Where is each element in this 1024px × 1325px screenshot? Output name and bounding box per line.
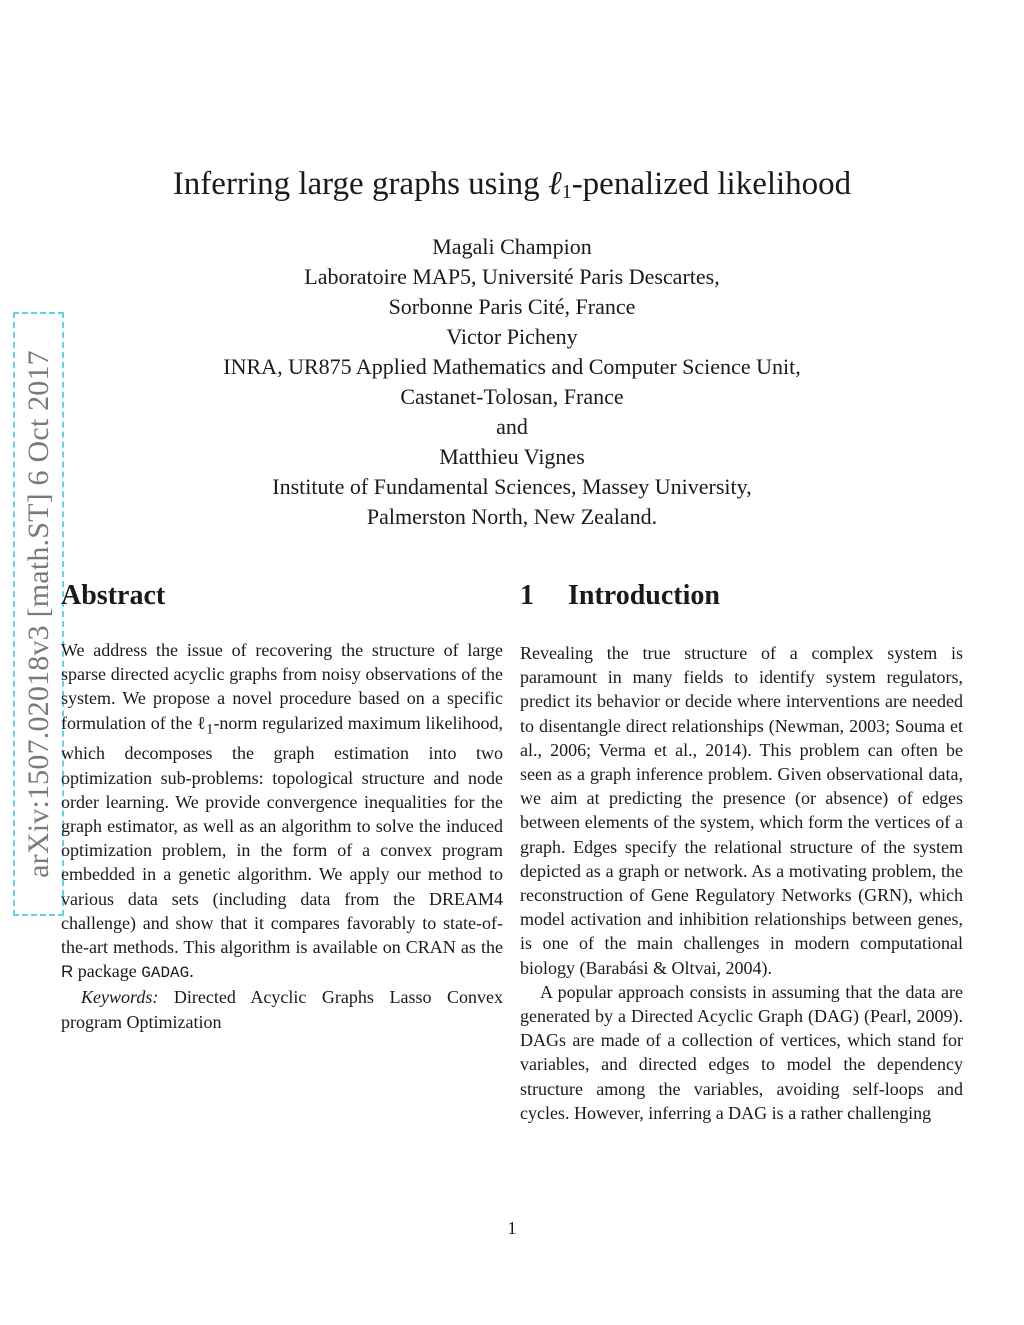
author-affiliation: Palmerston North, New Zealand. (366, 504, 658, 529)
introduction-paragraph-2: A popular approach consists in assuming that the data are generated by a Directed Acyclic Graph (DAG) (Pearl, 2009). DAGs are made of a collection of vertices, which stand for variables, and directed edges to model the dependency structure among the variables, avoiding self-loops and cycles. However, inferring a DAG is a rather challenging (520, 981, 963, 1123)
abstract-text-part2: -norm regularized maximum likelihood, which decomposes the graph estimation into two optimization sub-problems: topological structure and node order learning. We provide convergence inequalities for the graph estimator, as well as an algorithm to solve the induced optimization problem, in the form of a convex program embedded in a genetic algorithm. We apply our method to various data sets (including data from the DREAM4 challenge) and show that it compares favorably to state-of-the-art methods. This algorithm is available on CRAN as the (61, 712, 503, 958)
title-ell-subscript: 1 (561, 181, 572, 203)
package-name-gadag: GADAG (141, 964, 190, 983)
keywords-list: Directed Acyclic Graphs Lasso Convex program Optimization (61, 987, 503, 1032)
arxiv-identifier-text: arXiv:1507.02018v3 [math.ST] 6 Oct 2017 (21, 350, 55, 878)
title-ell-symbol: ℓ (547, 166, 562, 202)
abstract-text-part3: package (73, 961, 142, 982)
abstract-section (61, 578, 503, 1034)
keywords (61, 985, 503, 1033)
section-title: Introduction (568, 580, 720, 611)
author-affiliation: Sorbonne Paris Cité, France (388, 294, 636, 319)
author-name: Victor Picheny (446, 324, 578, 349)
title-text-before: Inferring large graphs using (172, 166, 548, 202)
author-affiliation: Castanet-Tolosan, France (400, 384, 624, 409)
abstract-text-end: . (189, 961, 194, 982)
author-affiliation: Laboratoire MAP5, Université Paris Descartes, (304, 264, 720, 289)
abstract-heading: Abstract (61, 580, 166, 611)
introduction-heading (520, 578, 963, 614)
author-block (0, 232, 1024, 532)
author-affiliation: INRA, UR875 Applied Mathematics and Computer Science Unit, (223, 354, 801, 379)
software-name-r: R (61, 962, 74, 982)
page-number: 1 (507, 1218, 517, 1238)
abstract-ell-subscript: 1 (205, 721, 214, 738)
author-conjunction: and (496, 414, 528, 439)
arxiv-identifier-stamp[interactable] (13, 312, 64, 916)
section-number: 1 (520, 580, 534, 611)
author-affiliation: Institute of Fundamental Sciences, Massey University, (272, 474, 752, 499)
keywords-label: Keywords: (81, 987, 159, 1008)
introduction-section (520, 578, 963, 1125)
author-name: Matthieu Vignes (439, 444, 585, 469)
abstract-text-part1: We address the issue of recovering the structure of large sparse directed acyclic graphs from noisy observations of the system. We propose a novel procedure based on a specific formulation of the ℓ (61, 640, 503, 733)
author-name: Magali Champion (432, 234, 592, 259)
title-text-after: -penalized likelihood (571, 166, 852, 202)
abstract-text (61, 638, 503, 985)
introduction-paragraph-1: Revealing the true structure of a complex system is paramount in many fields to identify system regulators, predict its behavior or decide where interventions are needed to disentangle direct relationships (Newman, 2003; Souma et al., 2006; Verma et al., 2014). This problem can often be seen as a graph inference problem. Given observational data, we aim at predicting the presence (or absence) of edges between elements of the system, which form the vertices of a graph. Edges specify the relational structure of the system depicted as a graph or network. As a motivating problem, the reconstruction of Gene Regulatory Networks (GRN), which model activation and inhibition relationships between genes, is one of the main challenges in modern computational biology (Barabási & Oltvai, 2004). (520, 643, 963, 978)
paper-title (0, 162, 1024, 206)
